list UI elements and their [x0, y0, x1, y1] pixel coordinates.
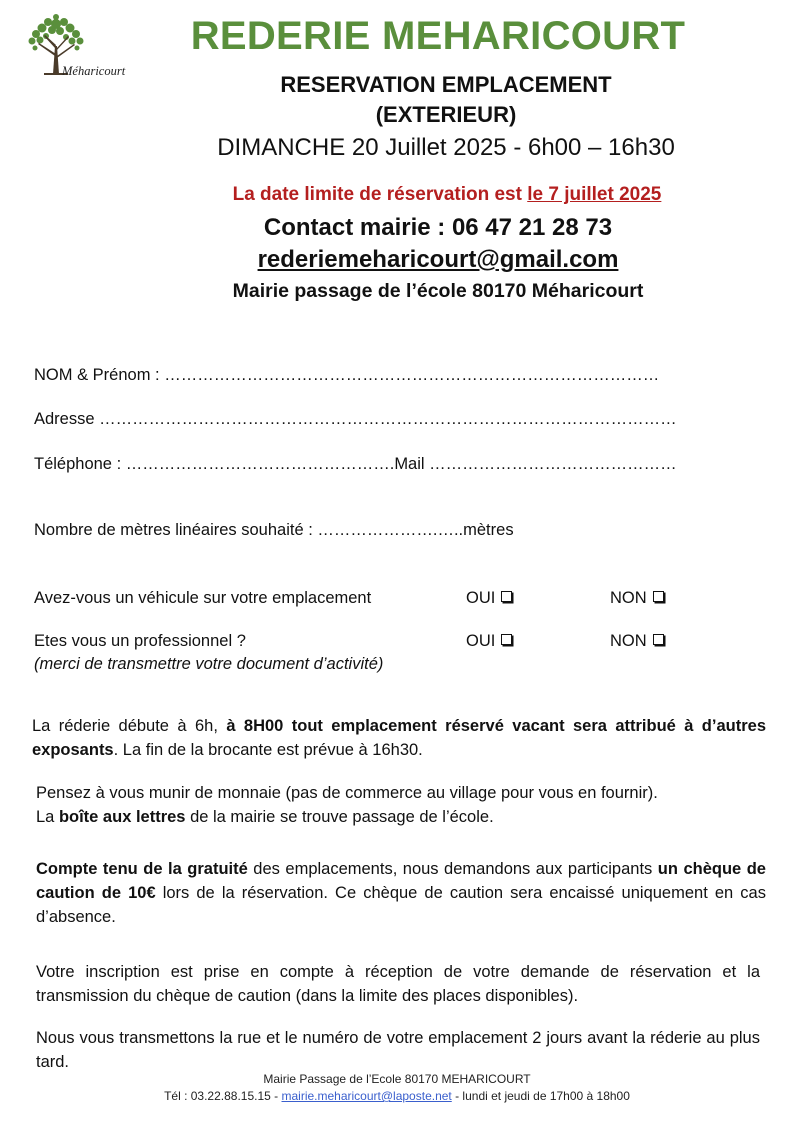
paragraph-location-notice: Nous vous transmettons la rue et le numéro de votre emplacement 2 jours avant la réderie au plus tard.: [36, 1029, 760, 1071]
contact-email-link[interactable]: rederiemeharicourt@gmail.com: [257, 246, 619, 273]
paragraph-bold-text: Compte tenu de la gratuité: [36, 860, 248, 878]
paragraph-text: des emplacements, nous demandons aux participants: [247, 860, 658, 878]
meters-field[interactable]: Nombre de mètres linéaires souhaité : ………………….…..mètres: [34, 521, 514, 539]
paragraph-text: lors de la réservation. Ce chèque de caution sera encaissé uniquement en cas d’absence.: [36, 884, 766, 926]
address-field[interactable]: Adresse ……………………………………………………………………………………………: [34, 410, 677, 428]
phone-mail-field[interactable]: Téléphone : ………………………………………….Mail ………………………………………: [34, 455, 677, 473]
professional-yes-option[interactable]: [466, 632, 512, 651]
professional-note: (merci de transmettre votre document d’activité): [34, 655, 384, 673]
subtitle-line-2: (EXTERIEUR): [375, 102, 517, 127]
professional-yes-label: OUI: [466, 632, 496, 650]
paragraph-text: . La fin de la brocante est prévue à 16h30.: [113, 741, 423, 759]
subtitle-line-1: RESERVATION EMPLACEMENT: [280, 72, 612, 97]
footer-address: Mairie Passage de l’Ecole 80170 MEHARICOURT: [263, 1072, 531, 1086]
logo: [22, 14, 147, 86]
footer-tel: Tél : 03.22.88.15.15 -: [164, 1089, 282, 1103]
vehicle-yes-label: OUI: [466, 589, 496, 607]
professional-no-label: NON: [610, 632, 647, 650]
deadline-date: le 7 juillet 2025: [527, 184, 662, 205]
deadline-prefix: La date limite de réservation est: [232, 184, 528, 205]
paragraph-text: La réderie débute à 6h,: [32, 717, 227, 735]
professional-question: Etes vous un professionnel ?: [34, 632, 246, 650]
logo-text: Méharicourt: [62, 64, 126, 78]
event-date: DIMANCHE 20 Juillet 2025 - 6h00 – 16h30: [217, 134, 675, 161]
professional-no-checkbox[interactable]: [653, 634, 664, 645]
professional-yes-checkbox[interactable]: [501, 634, 512, 645]
footer-hours: - lundi et jeudi de 17h00 à 18h00: [451, 1089, 630, 1103]
paragraph-text: La: [36, 808, 59, 826]
paragraph-bold-text: boîte aux lettres: [58, 808, 186, 826]
contact-address: Mairie passage de l’école 80170 Méharicourt: [232, 280, 644, 302]
contact-phone: Contact mairie : 06 47 21 28 73: [263, 214, 613, 241]
footer-email-link[interactable]: mairie.meharicourt@laposte.net: [281, 1089, 452, 1103]
paragraph-bold-text: un chèque de caution de 10€: [36, 860, 766, 902]
vehicle-yes-checkbox[interactable]: [501, 591, 512, 602]
vehicle-no-label: NON: [610, 589, 647, 607]
paragraph-money: [36, 781, 766, 829]
paragraph-text: Pensez à vous munir de monnaie (pas de commerce au village pour vous en fournir).: [36, 784, 658, 802]
paragraph-text: de la mairie se trouve passage de l’école.: [185, 808, 494, 826]
deadline-notice: [120, 184, 774, 206]
vehicle-no-option[interactable]: [610, 589, 664, 608]
vehicle-question: Avez-vous un véhicule sur votre emplacement: [34, 589, 372, 607]
vehicle-no-checkbox[interactable]: [653, 591, 664, 602]
professional-no-option[interactable]: [610, 632, 664, 651]
paragraph-deposit: [36, 857, 766, 929]
paragraph-schedule: [32, 714, 766, 762]
vehicle-yes-option[interactable]: [466, 589, 512, 608]
name-field[interactable]: NOM & Prénom : ………………………………………………………………………………: [34, 366, 660, 384]
footer-contact: [0, 1089, 794, 1103]
paragraph-registration: Votre inscription est prise en compte à réception de votre demande de réservation et la transmission du chèque de caution (dans la limite des places disponibles).: [36, 963, 760, 1005]
paragraph-bold-text: à 8H00 tout emplacement réservé vacant sera attribué à d’autres exposants: [32, 717, 766, 759]
page-title: REDERIE MEHARICOURT: [190, 14, 686, 58]
